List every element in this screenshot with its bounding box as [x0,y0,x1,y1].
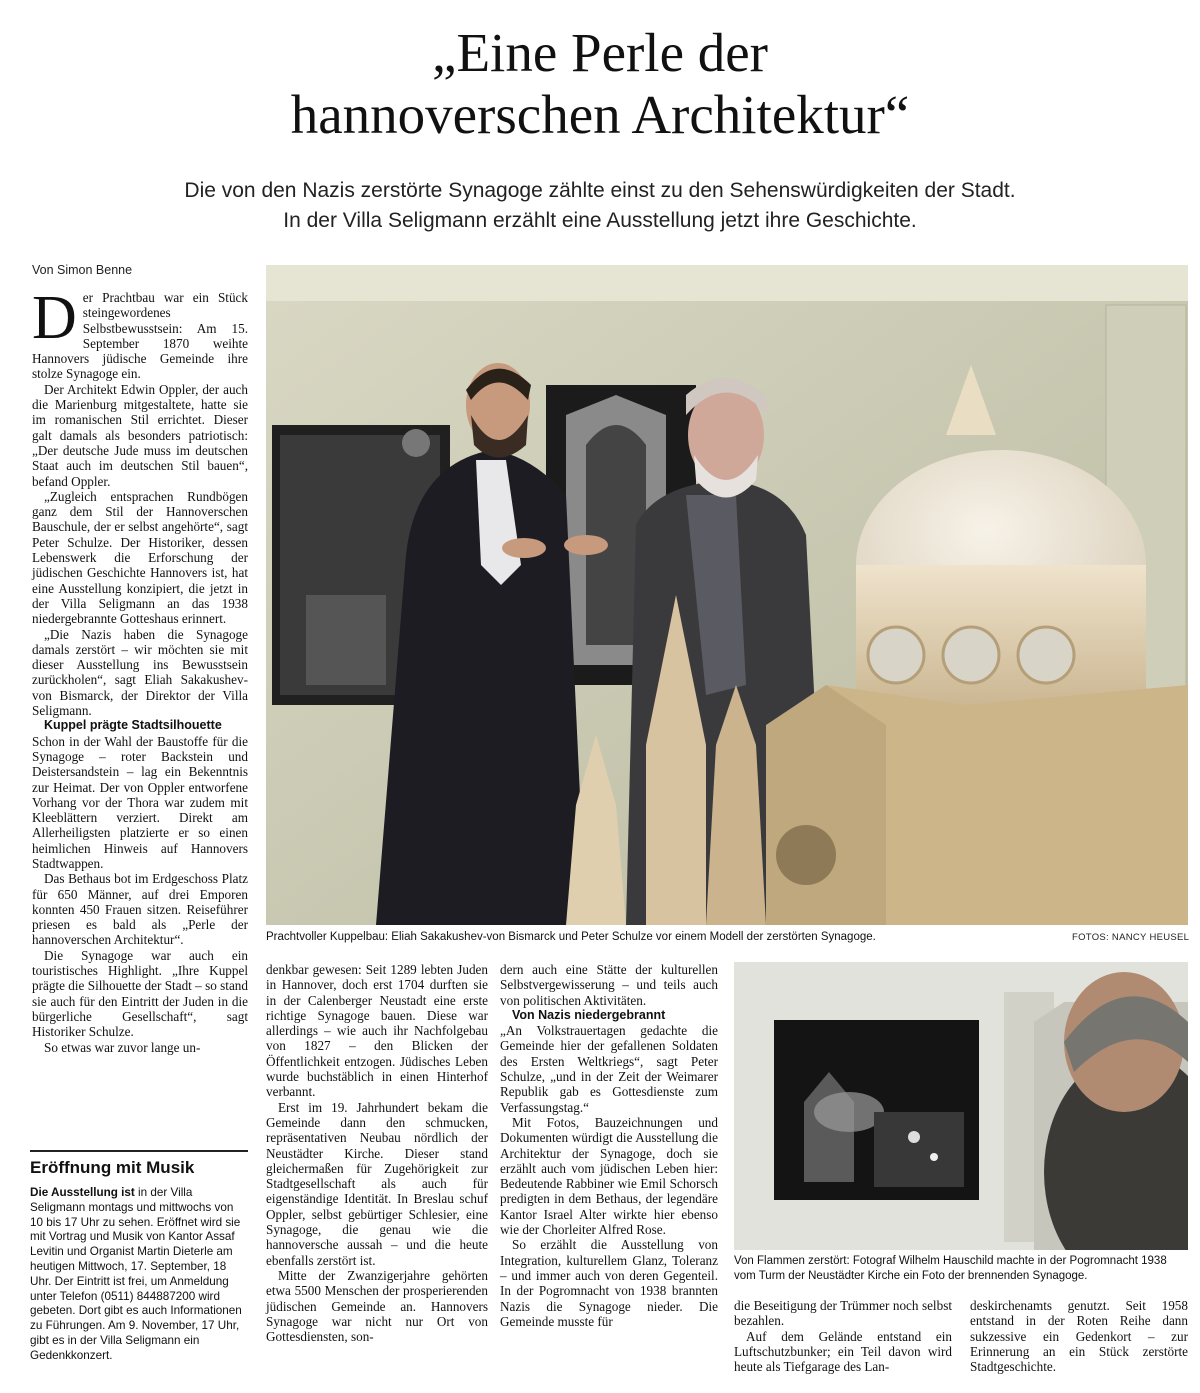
subheadline-line-1: Die von den Nazis zerstörte Synagoge zählte einst zu den Sehenswürdigkeiten der Stadt. [184,179,1016,202]
paragraph: Auf dem Gelände entstand ein Luftschutzbunker; ein Teil davon wird heute als Tiefgarage des Lan- [734,1328,952,1375]
paragraph: Der Prachtbau war ein Stück steingewordenes Selbstbewusstsein: Am 15. September 1870 weihte Hannovers jüdische Gemeinde ihre stolze Synagoge ein. [32,284,248,382]
section-subtitle: Kuppel prägte Stadtsilhouette [44,718,222,733]
subheadline [0,176,1200,236]
article-column-2 [266,962,488,1344]
second-photo-caption: Von Flammen zerstört: Fotograf Wilhelm Hauschild machte in der Pogromnacht 1938 vom Turm der Neustädter Kirche ein Foto der brennenden Synagoge. [734,1255,1167,1282]
paragraph: Das Bethaus bot im Erdgeschoss Platz für 650 Männer, auf drei Emporen konnten 450 Frauen sitzen. Reiseführer priesen es bald als „Perle der hannoverschen Architektur“. [32,871,248,948]
paragraph: Die Synagoge war auch ein touristisches Highlight. „Ihre Kuppel prägte die Silhouette der Stadt – so stand sie auch für den Eintritt der Juden in die bürgerliche Gesellschaft“, sagt Historiker Schulze. [32,947,248,1040]
subheadline-line-2: In der Villa Seligmann erzählt eine Ausstellung jetzt ihre Geschichte. [283,209,917,232]
section-subtitle: Von Nazis niedergebrannt [512,1007,666,1022]
paragraph: Der Architekt Edwin Oppler, der auch die Marienburg mitgestaltete, hatte sie im romanischen Stil errichtet. Dieser galt damals als besonders patriotisch: „Der deutsche Jude muss im deutschen Staat auch im deutschen Stil bauen“, befand Oppler. [32,381,248,489]
main-photo-caption: Prachtvoller Kuppelbau: Eliah Sakakushev-von Bismarck und Peter Schulze vor einem Modell der zerstörten Synagoge. [266,931,876,943]
article-column-5 [970,1298,1188,1374]
paragraph: Mit Fotos, Bauzeichnungen und Dokumenten würdigt die Ausstellung die Architektur der Synagoge, doch sie erzählt auch vom jüdischen Leben hier: Bedeutende Rabbiner wie Emil Schorsch predigten in dem Bethaus, der legendäre Kantor Israel Alter wirkte hier ebenso wie der Chorleiter Alfred Rose. [500,1114,718,1238]
info-box-text: Die Ausstellung ist in der Villa Seligmann montags und mittwochs von 10 bis 17 Uhr zu sehen. Eröffnet wird sie mit Vortrag und Musik von Kantor Assaf Levitin und Organist Martin Dieterle am heutigen Mittwoch, 17. September, 18 Uhr. Der Eintritt ist frei, um Anmeldung unter Telefon (0511) 844887200 wird gebeten. Dort gibt es auch Informationen zu Führungen. Am 9. November, 17 Uhr, gibt es in der Villa Seligmann ein Gedenkkonzert. [30,1186,242,1362]
headline-line-1: „Eine Perle der [432,22,768,83]
second-photo [734,962,1188,1250]
paragraph: „Die Nazis haben die Synagoge damals zerstört – wir möchten sie mit dieser Ausstellung ins Bewusstsein zurückholen“, sagt Eliah Sakakushev-von Bismarck, der Direktor der Villa Seligmann. [32,626,248,719]
paragraph: deskirchenamts genutzt. Seit 1958 entstand in der Roten Reihe dann sukzessive ein Gedenkort – zur Erinnerung an ein Stück zerstörte Stadtgeschichte. [970,1298,1188,1375]
paragraph: So etwas war zuvor lange un- [44,1039,201,1055]
headline [0,22,1200,146]
paragraph: denkbar gewesen: Seit 1289 lebten Juden in Hannover, doch erst 1704 durften sie in der Calenberger Neustadt eine erste richtige Synagoge bauen. Diese war allerdings – wie auch ihr Nachfolgebau von 1827 – den Blicken der Öffentlichkeit entzogen. Jüdisches Leben wurde buchstäblich in einen Hinterhof verbannt. [266,962,488,1100]
info-box-title: Eröffnung mit Musik [30,1158,195,1177]
paragraph: „Zugleich entsprachen Rundbögen ganz dem Stil der Hannoverschen Bauschule, der er selbst angehörte“, sagt Peter Schulze. Der Historiker, dessen Lebenswerk die Erforschung der jüdischen Geschichte Hannovers ist, hat eine Ausstellung konzipiert, die jetzt in der Villa Seligmann an das 1938 niedergebrannte Gotteshaus erinnert. [32,488,248,627]
article-column-1 [32,284,248,1055]
main-photo [266,265,1188,925]
headline-line-2: hannoverschen Architektur“ [290,84,910,145]
drop-cap: D [32,284,77,352]
byline: Von Simon Benne [32,263,133,277]
paragraph: die Beseitigung der Trümmer noch selbst bezahlen. [734,1298,952,1329]
paragraph: dern auch eine Stätte der kulturellen Selbstvergewisserung – und teils auch von politischen Aktivitäten. [500,962,718,1008]
paragraph: Schon in der Wahl der Baustoffe für die Synagoge – roter Backstein und Deistersandstein – lag ein Bekenntnis zur Heimat. Der von Oppler entworfene Vorhang vor der Thora war zudem mit Kleeblättern verziert. Direkt am Allerheiligsten platzierte er so einen heimlichen Hinweis auf Hannovers Stadtwappen. [32,733,248,871]
article-column-3 [500,962,718,1329]
info-box-lead: Die Ausstellung ist [30,1186,135,1199]
photo-credit: FOTOS: NANCY HEUSEL [1072,932,1190,943]
paragraph: Erst im 19. Jahrhundert bekam die Gemeinde dann den schmucken, repräsentativen Neubau nördlich der Neustädter Kirche. Dieser stand gleichermaßen für Zugehörigkeit zur Stadtgesellschaft als auch für eigenständige Identität. In Breslau schuf Oppler, selbst gebürtiger Schlesier, eine Synagoge, die genau wie die hannoversche aussah – und die heute ebenfalls zerstört ist. [266,1099,488,1268]
article-column-4 [734,1298,952,1374]
paragraph: „An Volkstrauertagen gedachte die Gemeinde hier der gefallenen Soldaten des Ersten Weltkriegs“, sagt Peter Schulze, „und in der Zeit der Weimarer Republik gab es Gottesdienste zum Verfassungstag.“ [500,1023,718,1115]
paragraph: So erzählt die Ausstellung von Integration, kulturellem Glanz, Toleranz – und immer auch von deren Gegenteil. In der Pogromnacht von 1938 brannten Nazis die Synagoge nieder. Die Gemeinde musste für [500,1237,718,1329]
info-box [30,1150,248,1364]
paragraph: Mitte der Zwanzigerjahre gehörten etwa 5500 Menschen der prosperierenden jüdischen Gemeinde an. Hannovers Synagoge war nicht nur Ort von Gottesdiensten, son- [266,1267,488,1345]
